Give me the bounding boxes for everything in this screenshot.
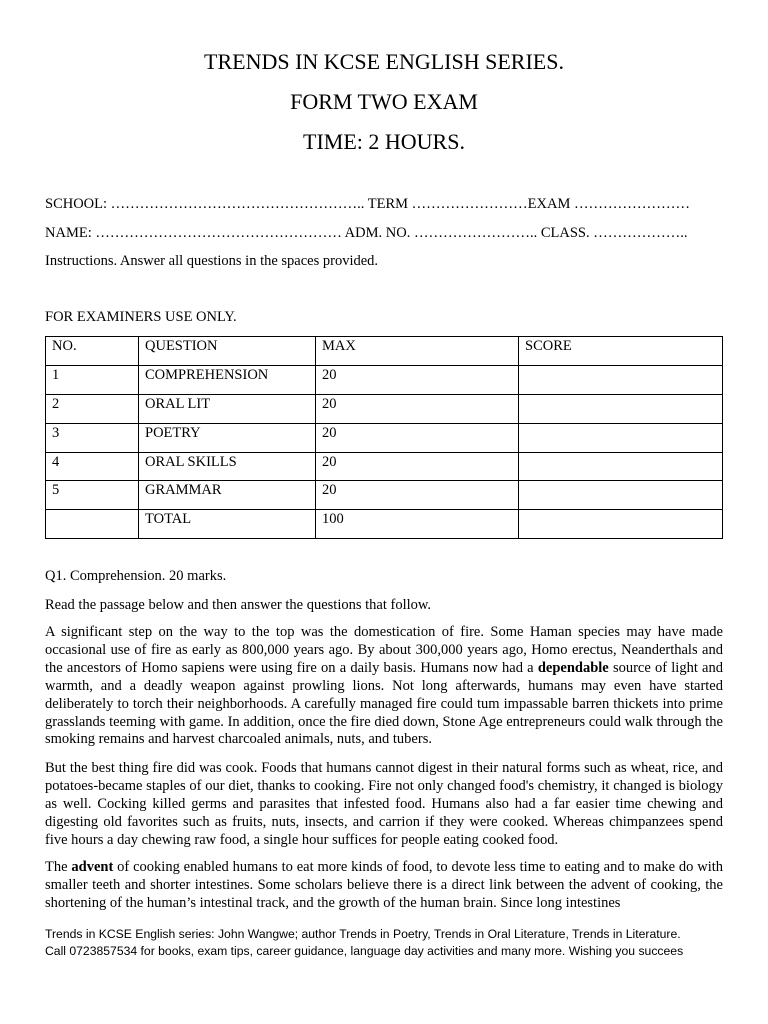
table-cell: 100	[316, 510, 519, 539]
passage-paragraph-3	[45, 859, 723, 913]
table-cell: 20	[316, 365, 519, 394]
table-cell: 2	[46, 394, 139, 423]
table-cell: POETRY	[139, 423, 316, 452]
text-run: of cooking enabled humans to eat more kinds of food, to devote less time to eating and to make do with smaller teeth and shorter intestines. Some scholars believe there is a direct link between the advent of cooking, the shortening of the human’s intestinal track, and the growth of the human brain. Since long intestines	[45, 859, 723, 911]
table-row	[46, 365, 723, 394]
passage-paragraph-1	[45, 624, 723, 749]
examiners-heading: FOR EXAMINERS USE ONLY.	[45, 309, 237, 325]
bold-word: advent	[71, 859, 114, 875]
bold-word: dependable	[537, 659, 609, 676]
table-cell: TOTAL	[139, 510, 316, 539]
column-header: QUESTION	[139, 337, 316, 366]
table-row	[46, 423, 723, 452]
score-cell[interactable]	[519, 510, 723, 539]
time-title: TIME: 2 HOURS.	[303, 129, 465, 154]
table-cell: 20	[316, 423, 519, 452]
table-cell: ORAL SKILLS	[139, 452, 316, 481]
table-cell	[46, 510, 139, 539]
instructions: Instructions. Answer all questions in the spaces provided.	[45, 253, 379, 269]
table-header-row	[46, 337, 723, 366]
score-cell[interactable]	[519, 423, 723, 452]
table-cell: GRAMMAR	[139, 481, 316, 510]
text-run: The	[45, 859, 72, 875]
examiners-table	[45, 336, 723, 539]
name-line: NAME: …………………………………………… ADM. NO. …………………….. CLASS. ………………..	[45, 225, 688, 241]
footer-line-1: Trends in KCSE English series: John Wangwe; author Trends in Poetry, Trends in Oral Literature, Trends in Literature.	[45, 927, 681, 941]
table-row	[46, 394, 723, 423]
table-cell: 20	[316, 481, 519, 510]
table-cell: 20	[316, 394, 519, 423]
table-row	[46, 481, 723, 510]
passage-intro: Read the passage below and then answer the questions that follow.	[45, 597, 432, 613]
school-line: SCHOOL: …………………………………………….. TERM ……………………EXAM ……………………	[45, 196, 690, 212]
series-title: TRENDS IN KCSE ENGLISH SERIES.	[204, 49, 564, 74]
score-cell[interactable]	[519, 452, 723, 481]
text-run: source of light and warmth, and a deadly weapon against prowling lions. Not long afterwards, humans may even have started deliberately to torch their neighborhoods. A carefully managed fire could tum impassable barren thickets into prime grasslands teeming with game. In addition, once the fire died down, Stone Age entrepreneurs could walk through the smoking remains and harvest charcoaled animals, nuts, and tubers.	[45, 659, 723, 748]
exam-title: FORM TWO EXAM	[290, 89, 478, 114]
table-cell: 20	[316, 452, 519, 481]
table-cell: 5	[46, 481, 139, 510]
table-cell: COMPREHENSION	[139, 365, 316, 394]
table-row	[46, 452, 723, 481]
footer-line-2: Call 0723857534 for books, exam tips, career guidance, language day activities and many more. Wishing you succees	[45, 944, 684, 958]
score-cell[interactable]	[519, 365, 723, 394]
column-header: MAX	[316, 337, 519, 366]
column-header: NO.	[46, 337, 139, 366]
passage-paragraph-2: But the best thing fire did was cook. Foods that humans cannot digest in their natural forms such as wheat, rice, and potatoes-became staples of our diet, thanks to cooking. Fire not only changed food's chemistry, it changed is biology as well. Cocking killed germs and parasites that infested food. Humans also had a far easier time chewing and digesting old favorites such as fruits, nuts, insects, and carrion if they were cooked. Whereas chimpanzees spend five hours a day chewing raw food, a single hour suffices for people eating cooked food.	[45, 760, 723, 848]
score-cell[interactable]	[519, 394, 723, 423]
table-row	[46, 510, 723, 539]
q1-heading: Q1. Comprehension. 20 marks.	[45, 568, 227, 584]
table-cell: 3	[46, 423, 139, 452]
text-run: A significant step on the way to the top was the domestication of fire. Some Haman species may have made occasional use of fire as early as 800,000 years ago. By about 300,000 years ago, Homo erectus, Neanderthals and the ancestors of Homo sapiens were using fire on a daily basis. Humans now had a	[45, 624, 723, 676]
column-header: SCORE	[519, 337, 723, 366]
table-cell: 1	[46, 365, 139, 394]
score-cell[interactable]	[519, 481, 723, 510]
table-cell: 4	[46, 452, 139, 481]
table-cell: ORAL LIT	[139, 394, 316, 423]
